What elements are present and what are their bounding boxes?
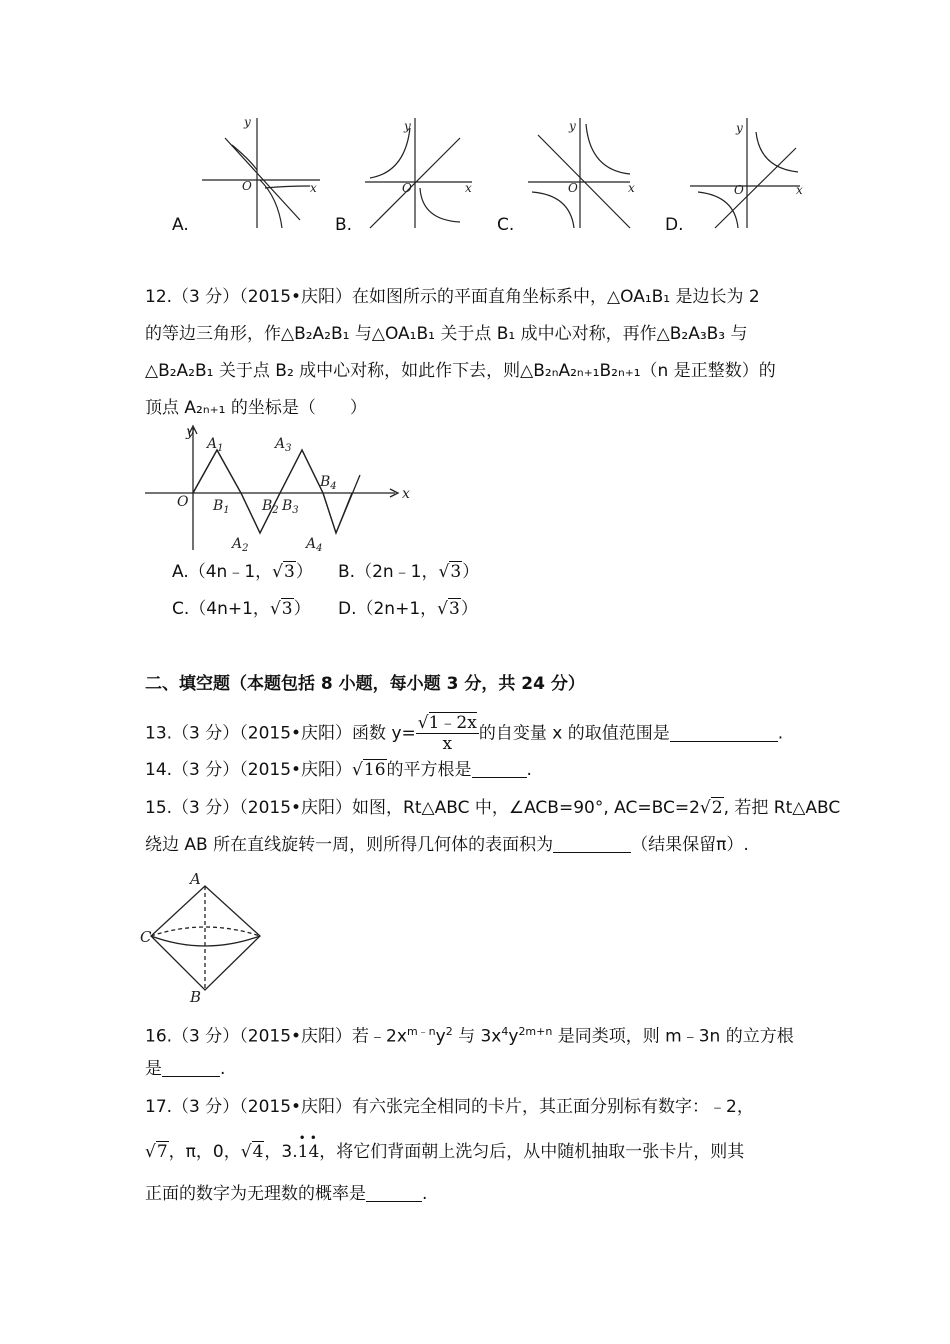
svg-text:y: y <box>569 119 576 133</box>
svg-text:x: x <box>402 486 410 502</box>
svg-text:C: C <box>140 928 152 946</box>
svg-text:B: B <box>190 988 202 1006</box>
svg-text:x: x <box>310 181 317 195</box>
q12-option-a[interactable]: A.（4n﹣1，√3） <box>172 562 313 582</box>
svg-text:A3: $A_3$ <box>275 436 292 454</box>
svg-text:O: O <box>402 181 412 195</box>
q12-line2: 的等边三角形，作△B₂A₂B₁ 与△OA₁B₁ 关于点 B₁ 成中心对称，再作△B₂A₃B₃ 与 <box>145 324 748 344</box>
svg-text:B1: $B_1$ <box>213 498 230 516</box>
q17-line2: √7，π，0，√4，3. •• 14，将它们背面朝上洗匀后，从中随机抽取一张卡片，则其 <box>145 1131 745 1162</box>
q14-answer-blank[interactable] <box>472 759 527 778</box>
svg-text:O: O <box>177 494 189 510</box>
svg-text:O: O <box>242 179 252 193</box>
svg-text:B3: $B_3$ <box>282 498 299 516</box>
q11-option-a[interactable]: A. <box>172 215 189 235</box>
q15-line1: 15.（3 分）（2015•庆阳）如图，Rt△ABC 中，∠ACB=90°, AC=BC=2√2, 若把 Rt△ABC <box>145 798 841 818</box>
q11-graphs <box>160 110 820 240</box>
svg-text:y: y <box>186 424 194 440</box>
svg-text:A1: $A_1$ <box>207 436 224 454</box>
q11-option-d[interactable]: D. <box>665 215 684 235</box>
svg-text:B4: $B_4$ <box>320 474 337 492</box>
q16-line2: 是 . <box>145 1059 226 1079</box>
q16-answer-blank[interactable] <box>162 1058 220 1077</box>
svg-text:y: y <box>736 121 743 135</box>
svg-text:x: x <box>796 183 803 197</box>
q12-option-c[interactable]: C.（4n+1，√3） <box>172 599 311 619</box>
q13: 13.（3 分）（2015•庆阳）函数 y= $\frac{√1﹣2x}{x}$ 的自变量 x 的取值范围是 . <box>145 713 784 754</box>
q14: 14.（3 分）（2015•庆阳）√16的平方根是 . <box>145 760 532 780</box>
svg-text:B2: $B_2$ <box>262 498 279 516</box>
q15-line2: 绕边 AB 所在直线旋转一周，则所得几何体的表面积为 （结果保留π）. <box>145 835 749 855</box>
svg-text:A4: $A_4$ <box>306 536 323 554</box>
q15-figure <box>138 868 268 1008</box>
svg-text:y: y <box>404 119 411 133</box>
svg-text:x: x <box>628 181 635 195</box>
q17-line3: 正面的数字为无理数的概率是 . <box>145 1184 428 1204</box>
svg-text:O: O <box>568 181 578 195</box>
q16-line1: 16.（3 分）（2015•庆阳）若$﹣2x^{m﹣n}y^2$ 与 $3x^4y^{2m+n}$ 是同类项，则 m﹣3n 的立方根 <box>145 1025 794 1047</box>
svg-text:A2: $A_2$ <box>232 536 249 554</box>
q15-answer-blank[interactable] <box>553 834 631 853</box>
q12-line3: △B₂A₂B₁ 关于点 B₂ 成中心对称，如此作下去，则△B₂ₙA₂ₙ₊₁B₂ₙ₊₁（n 是正整数）的 <box>145 361 776 381</box>
q12-line1: 12.（3 分）（2015•庆阳）在如图所示的平面直角坐标系中，△OA₁B₁ 是边长为 2 <box>145 287 760 307</box>
svg-text:O: O <box>734 183 744 197</box>
q17-answer-blank[interactable] <box>366 1183 422 1202</box>
q11-option-b[interactable]: B. <box>335 215 353 235</box>
svg-text:x: x <box>465 181 472 195</box>
q12-option-d[interactable]: D.（2n+1，√3） <box>338 599 478 619</box>
q12-option-b[interactable]: B.（2n﹣1，√3） <box>338 562 480 582</box>
q17-line1: 17.（3 分）（2015•庆阳）有六张完全相同的卡片，其正面分别标有数字：﹣2， <box>145 1097 754 1117</box>
q12-line4: 顶点 A₂ₙ₊₁ 的坐标是（ ） <box>145 398 367 418</box>
q13-answer-blank[interactable] <box>670 723 778 742</box>
q12-figure <box>140 420 430 555</box>
q11-option-c[interactable]: C. <box>497 215 515 235</box>
svg-text:A: A <box>190 870 201 888</box>
section-title: 二、填空题（本题包括 8 小题，每小题 3 分，共 24 分） <box>145 674 585 694</box>
svg-text:y: y <box>244 115 251 129</box>
